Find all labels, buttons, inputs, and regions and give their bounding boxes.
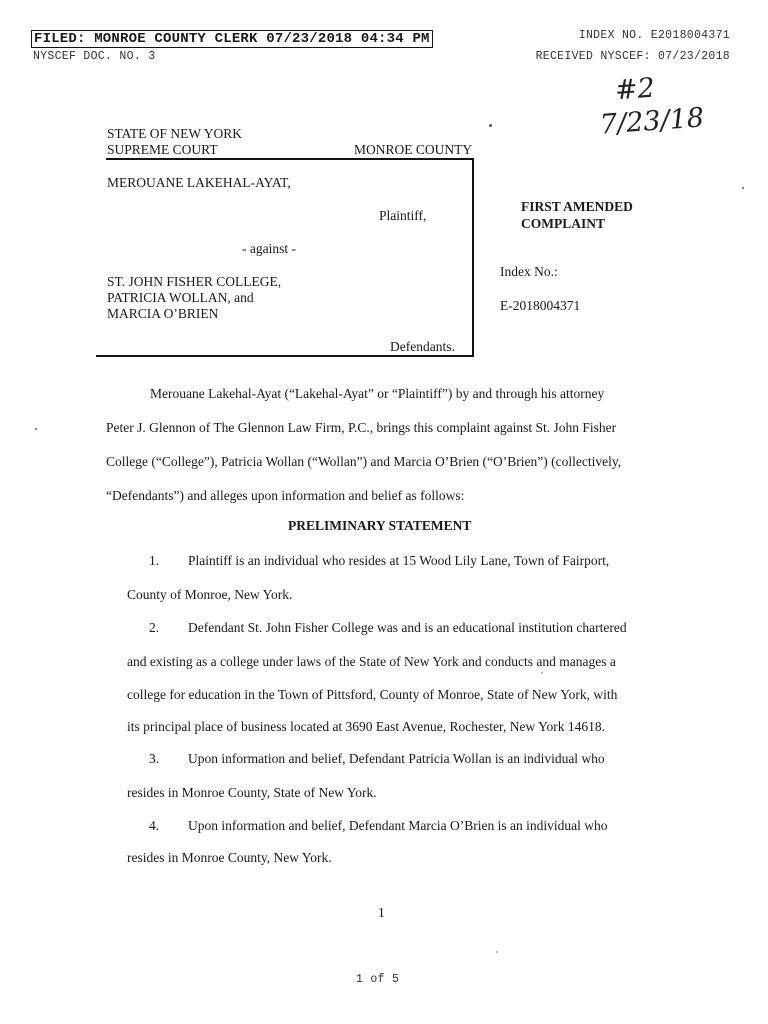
paragraph-line: its principal place of business located at 3690 East Avenue, Rochester, New York 14618. — [127, 719, 605, 734]
index-no-header: INDEX NO. E2018004371 — [578, 29, 730, 42]
paragraph-line: Plaintiff is an individual who resides at 15 Wood Lily Lane, Town of Fairport, — [188, 553, 610, 568]
intro-line: Peter J. Glennon of The Glennon Law Firm, P.C., brings this complaint against St. John Fisher — [106, 420, 617, 435]
scan-speck — [541, 672, 543, 674]
section-heading: PRELIMINARY STATEMENT — [288, 518, 472, 533]
paragraph-number: 2. — [149, 620, 160, 635]
paragraph-number: 1. — [149, 553, 160, 568]
defendant-line: MARCIA O’BRIEN — [107, 306, 219, 321]
paragraph-line: resides in Monroe County, State of New York. — [127, 785, 377, 800]
filed-stamp: FILED: MONROE COUNTY CLERK 07/23/2018 04:34 PM — [31, 30, 433, 48]
paragraph-line: Defendant St. John Fisher College was and is an educational institution chartered — [188, 620, 627, 635]
caption-top-rule — [106, 158, 474, 160]
defendants-role: Defendants. — [390, 339, 455, 354]
plaintiff-role: Plaintiff, — [379, 208, 427, 223]
plaintiff-name: MEROUANE LAKEHAL-AYAT, — [107, 175, 291, 190]
defendant-line: ST. JOHN FISHER COLLEGE, — [107, 274, 282, 289]
paragraph-line: Upon information and belief, Defendant Marcia O’Brien is an individual who — [188, 818, 608, 833]
paragraph-number: 4. — [149, 818, 160, 833]
caption-county: MONROE COUNTY — [354, 142, 473, 157]
intro-line: “Defendants”) and alleges upon information and belief as follows: — [106, 488, 465, 503]
against-label: - against - — [242, 241, 296, 256]
received-nyscef: RECEIVED NYSCEF: 07/23/2018 — [535, 50, 730, 63]
index-value: E-2018004371 — [500, 298, 581, 313]
intro-line: Merouane Lakehal-Ayat (“Lakehal-Ayat” or “Plaintiff”) by and through his attorney — [150, 386, 605, 401]
scan-speck — [496, 951, 498, 953]
paragraph-line: and existing as a college under laws of the State of New York and conducts and manages a — [127, 654, 616, 669]
nyscef-doc-no: NYSCEF DOC. NO. 3 — [33, 50, 156, 63]
index-label: Index No.: — [500, 264, 558, 279]
doc-title-line2: COMPLAINT — [521, 216, 605, 231]
scan-speck — [35, 428, 37, 430]
intro-line: College (“College”), Patricia Wollan (“Wollan”) and Marcia O’Brien (“O’Brien”) (collectively, — [106, 454, 622, 469]
handwritten-number: #2 — [613, 72, 656, 107]
paragraph-line: County of Monroe, New York. — [127, 587, 293, 602]
doc-title-line1: FIRST AMENDED — [521, 199, 633, 214]
paragraph-line: resides in Monroe County, New York. — [127, 850, 332, 865]
caption-state: STATE OF NEW YORK — [107, 126, 243, 141]
handwritten-date: 7/23/18 — [599, 102, 706, 141]
scan-speck — [742, 187, 744, 189]
caption-bottom-rule — [96, 355, 474, 357]
caption-vertical-rule — [472, 158, 474, 355]
paragraph-number: 3. — [149, 751, 160, 766]
scan-speck — [489, 124, 492, 127]
paragraph-line: college for education in the Town of Pittsford, County of Monroe, State of New York, with — [127, 687, 618, 702]
defendant-line: PATRICIA WOLLAN, and — [107, 290, 254, 305]
caption-court: SUPREME COURT — [107, 142, 218, 157]
page-number: 1 — [378, 905, 385, 920]
paragraph-line: Upon information and belief, Defendant Patricia Wollan is an individual who — [188, 751, 605, 766]
page-of: 1 of 5 — [356, 973, 400, 986]
